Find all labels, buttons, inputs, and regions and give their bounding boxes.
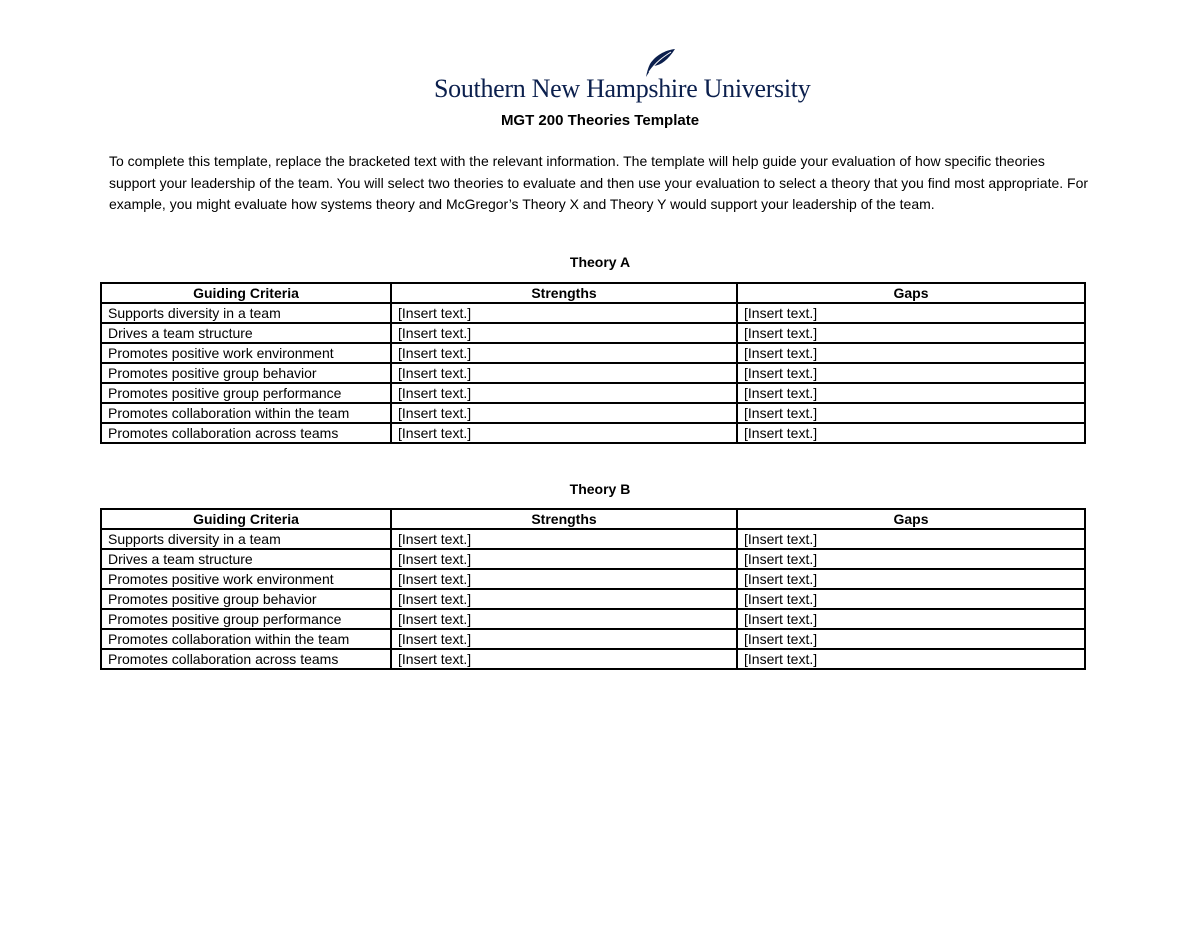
table-row: [101, 403, 1085, 423]
criteria-cell: Drives a team structure: [101, 549, 391, 569]
gaps-cell[interactable]: [Insert text.]: [737, 423, 1085, 443]
criteria-cell: Promotes collaboration across teams: [101, 649, 391, 669]
intro-paragraph: To complete this template, replace the bracketed text with the relevant information. The template will help guide your evaluation of how specific theories support your leadership of the team. You will select two theories to evaluate and then use your evaluation to select a theory that you find most appropriate. For example, you might evaluate how systems theory and McGregor’s Theory X and Theory Y would support your leadership of the team.: [109, 153, 1089, 212]
criteria-cell: Promotes collaboration across teams: [101, 423, 391, 443]
gaps-cell[interactable]: [Insert text.]: [737, 569, 1085, 589]
criteria-cell: Promotes positive group performance: [101, 609, 391, 629]
table-row: [101, 303, 1085, 323]
gaps-cell[interactable]: [Insert text.]: [737, 649, 1085, 669]
gaps-cell[interactable]: [Insert text.]: [737, 609, 1085, 629]
gaps-cell[interactable]: [Insert text.]: [737, 363, 1085, 383]
criteria-cell: Supports diversity in a team: [101, 529, 391, 549]
theory-b-title: Theory B: [569, 481, 631, 497]
page-title: MGT 200 Theories Template: [500, 112, 700, 129]
column-header-strengths: Strengths: [391, 283, 737, 303]
criteria-cell: Promotes positive work environment: [101, 343, 391, 363]
table-row: [101, 609, 1085, 629]
university-logo: [434, 48, 811, 106]
table-row: [101, 529, 1085, 549]
table-row: [101, 423, 1085, 443]
theory-a-table: [100, 282, 1086, 444]
table-row: [101, 363, 1085, 383]
criteria-cell: Promotes collaboration within the team: [101, 403, 391, 423]
gaps-cell[interactable]: [Insert text.]: [737, 323, 1085, 343]
gaps-cell[interactable]: [Insert text.]: [737, 303, 1085, 323]
gaps-cell[interactable]: [Insert text.]: [737, 529, 1085, 549]
gaps-cell[interactable]: [Insert text.]: [737, 403, 1085, 423]
gaps-cell[interactable]: [Insert text.]: [737, 343, 1085, 363]
column-header-gaps: Gaps: [737, 283, 1085, 303]
criteria-cell: Promotes positive group behavior: [101, 363, 391, 383]
table-row: [101, 343, 1085, 363]
strengths-cell[interactable]: [Insert text.]: [391, 629, 737, 649]
table-row: [101, 323, 1085, 343]
strengths-cell[interactable]: [Insert text.]: [391, 383, 737, 403]
gaps-cell[interactable]: [Insert text.]: [737, 589, 1085, 609]
theory-a-title: Theory A: [569, 254, 631, 270]
strengths-cell[interactable]: [Insert text.]: [391, 403, 737, 423]
strengths-cell[interactable]: [Insert text.]: [391, 343, 737, 363]
table-row: [101, 569, 1085, 589]
criteria-cell: Drives a team structure: [101, 323, 391, 343]
strengths-cell[interactable]: [Insert text.]: [391, 529, 737, 549]
strengths-cell[interactable]: [Insert text.]: [391, 549, 737, 569]
logo-wordmark: Southern New Hampshire University: [434, 74, 811, 103]
column-header-guiding-criteria: Guiding Criteria: [101, 509, 391, 529]
table-header-row: [101, 283, 1085, 303]
gaps-cell[interactable]: [Insert text.]: [737, 629, 1085, 649]
criteria-cell: Promotes positive group behavior: [101, 589, 391, 609]
criteria-cell: Promotes positive work environment: [101, 569, 391, 589]
column-header-gaps: Gaps: [737, 509, 1085, 529]
strengths-cell[interactable]: [Insert text.]: [391, 303, 737, 323]
table-row: [101, 629, 1085, 649]
strengths-cell[interactable]: [Insert text.]: [391, 363, 737, 383]
strengths-cell[interactable]: [Insert text.]: [391, 323, 737, 343]
theory-b-table: [100, 508, 1086, 670]
criteria-cell: Supports diversity in a team: [101, 303, 391, 323]
table-row: [101, 549, 1085, 569]
table-row: [101, 383, 1085, 403]
table-header-row: [101, 509, 1085, 529]
column-header-guiding-criteria: Guiding Criteria: [101, 283, 391, 303]
strengths-cell[interactable]: [Insert text.]: [391, 589, 737, 609]
strengths-cell[interactable]: [Insert text.]: [391, 649, 737, 669]
criteria-cell: Promotes collaboration within the team: [101, 629, 391, 649]
strengths-cell[interactable]: [Insert text.]: [391, 569, 737, 589]
strengths-cell[interactable]: [Insert text.]: [391, 423, 737, 443]
gaps-cell[interactable]: [Insert text.]: [737, 549, 1085, 569]
strengths-cell[interactable]: [Insert text.]: [391, 609, 737, 629]
column-header-strengths: Strengths: [391, 509, 737, 529]
criteria-cell: Promotes positive group performance: [101, 383, 391, 403]
table-row: [101, 649, 1085, 669]
table-row: [101, 589, 1085, 609]
gaps-cell[interactable]: [Insert text.]: [737, 383, 1085, 403]
